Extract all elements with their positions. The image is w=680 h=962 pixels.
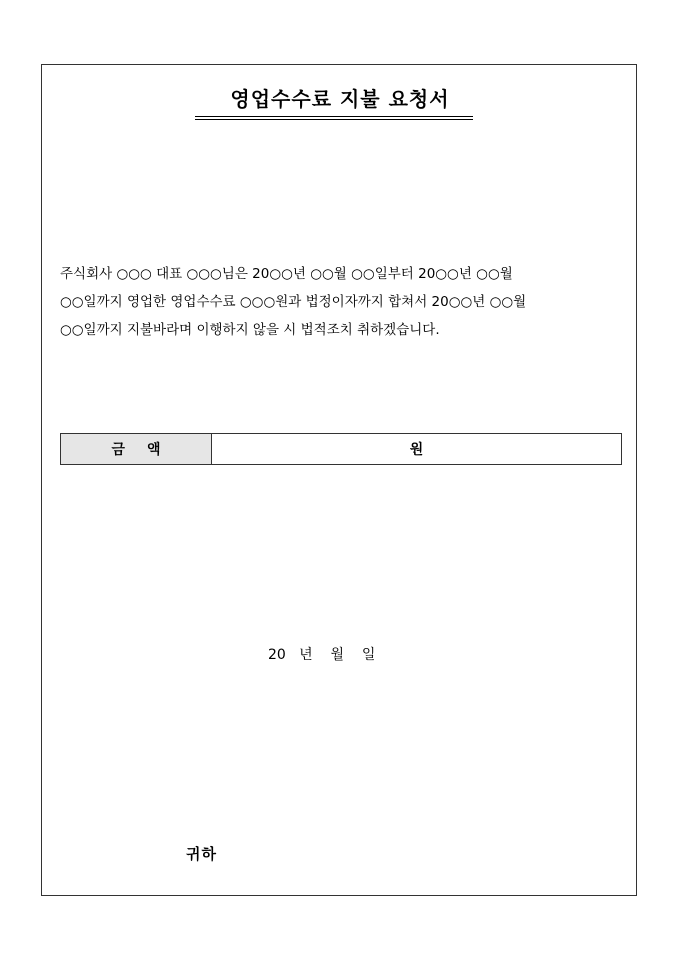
body-line-1: 주식회사 ○○○ 대표 ○○○님은 20○○년 ○○월 ○○일부터 20○○년 ○○월 bbox=[60, 266, 513, 282]
addressee: 귀하 bbox=[186, 845, 217, 863]
body-line-3: ○○일까지 지불바라며 이행하지 않을 시 법적조치 취하겠습니다. bbox=[60, 322, 440, 338]
document-title: 영업수수료 지불 요청서 bbox=[230, 87, 450, 111]
title-double-underline bbox=[195, 116, 473, 120]
date-line: 20 년 월 일 bbox=[268, 647, 376, 663]
document-frame bbox=[41, 64, 637, 896]
amount-label: 금액 bbox=[61, 434, 212, 464]
request-body bbox=[60, 260, 625, 344]
amount-table bbox=[60, 433, 622, 465]
amount-value: 원 bbox=[409, 442, 424, 458]
body-line-2: ○○일까지 영업한 영업수수료 ○○○원과 법정이자까지 합쳐서 20○○년 ○○월 bbox=[60, 294, 527, 310]
